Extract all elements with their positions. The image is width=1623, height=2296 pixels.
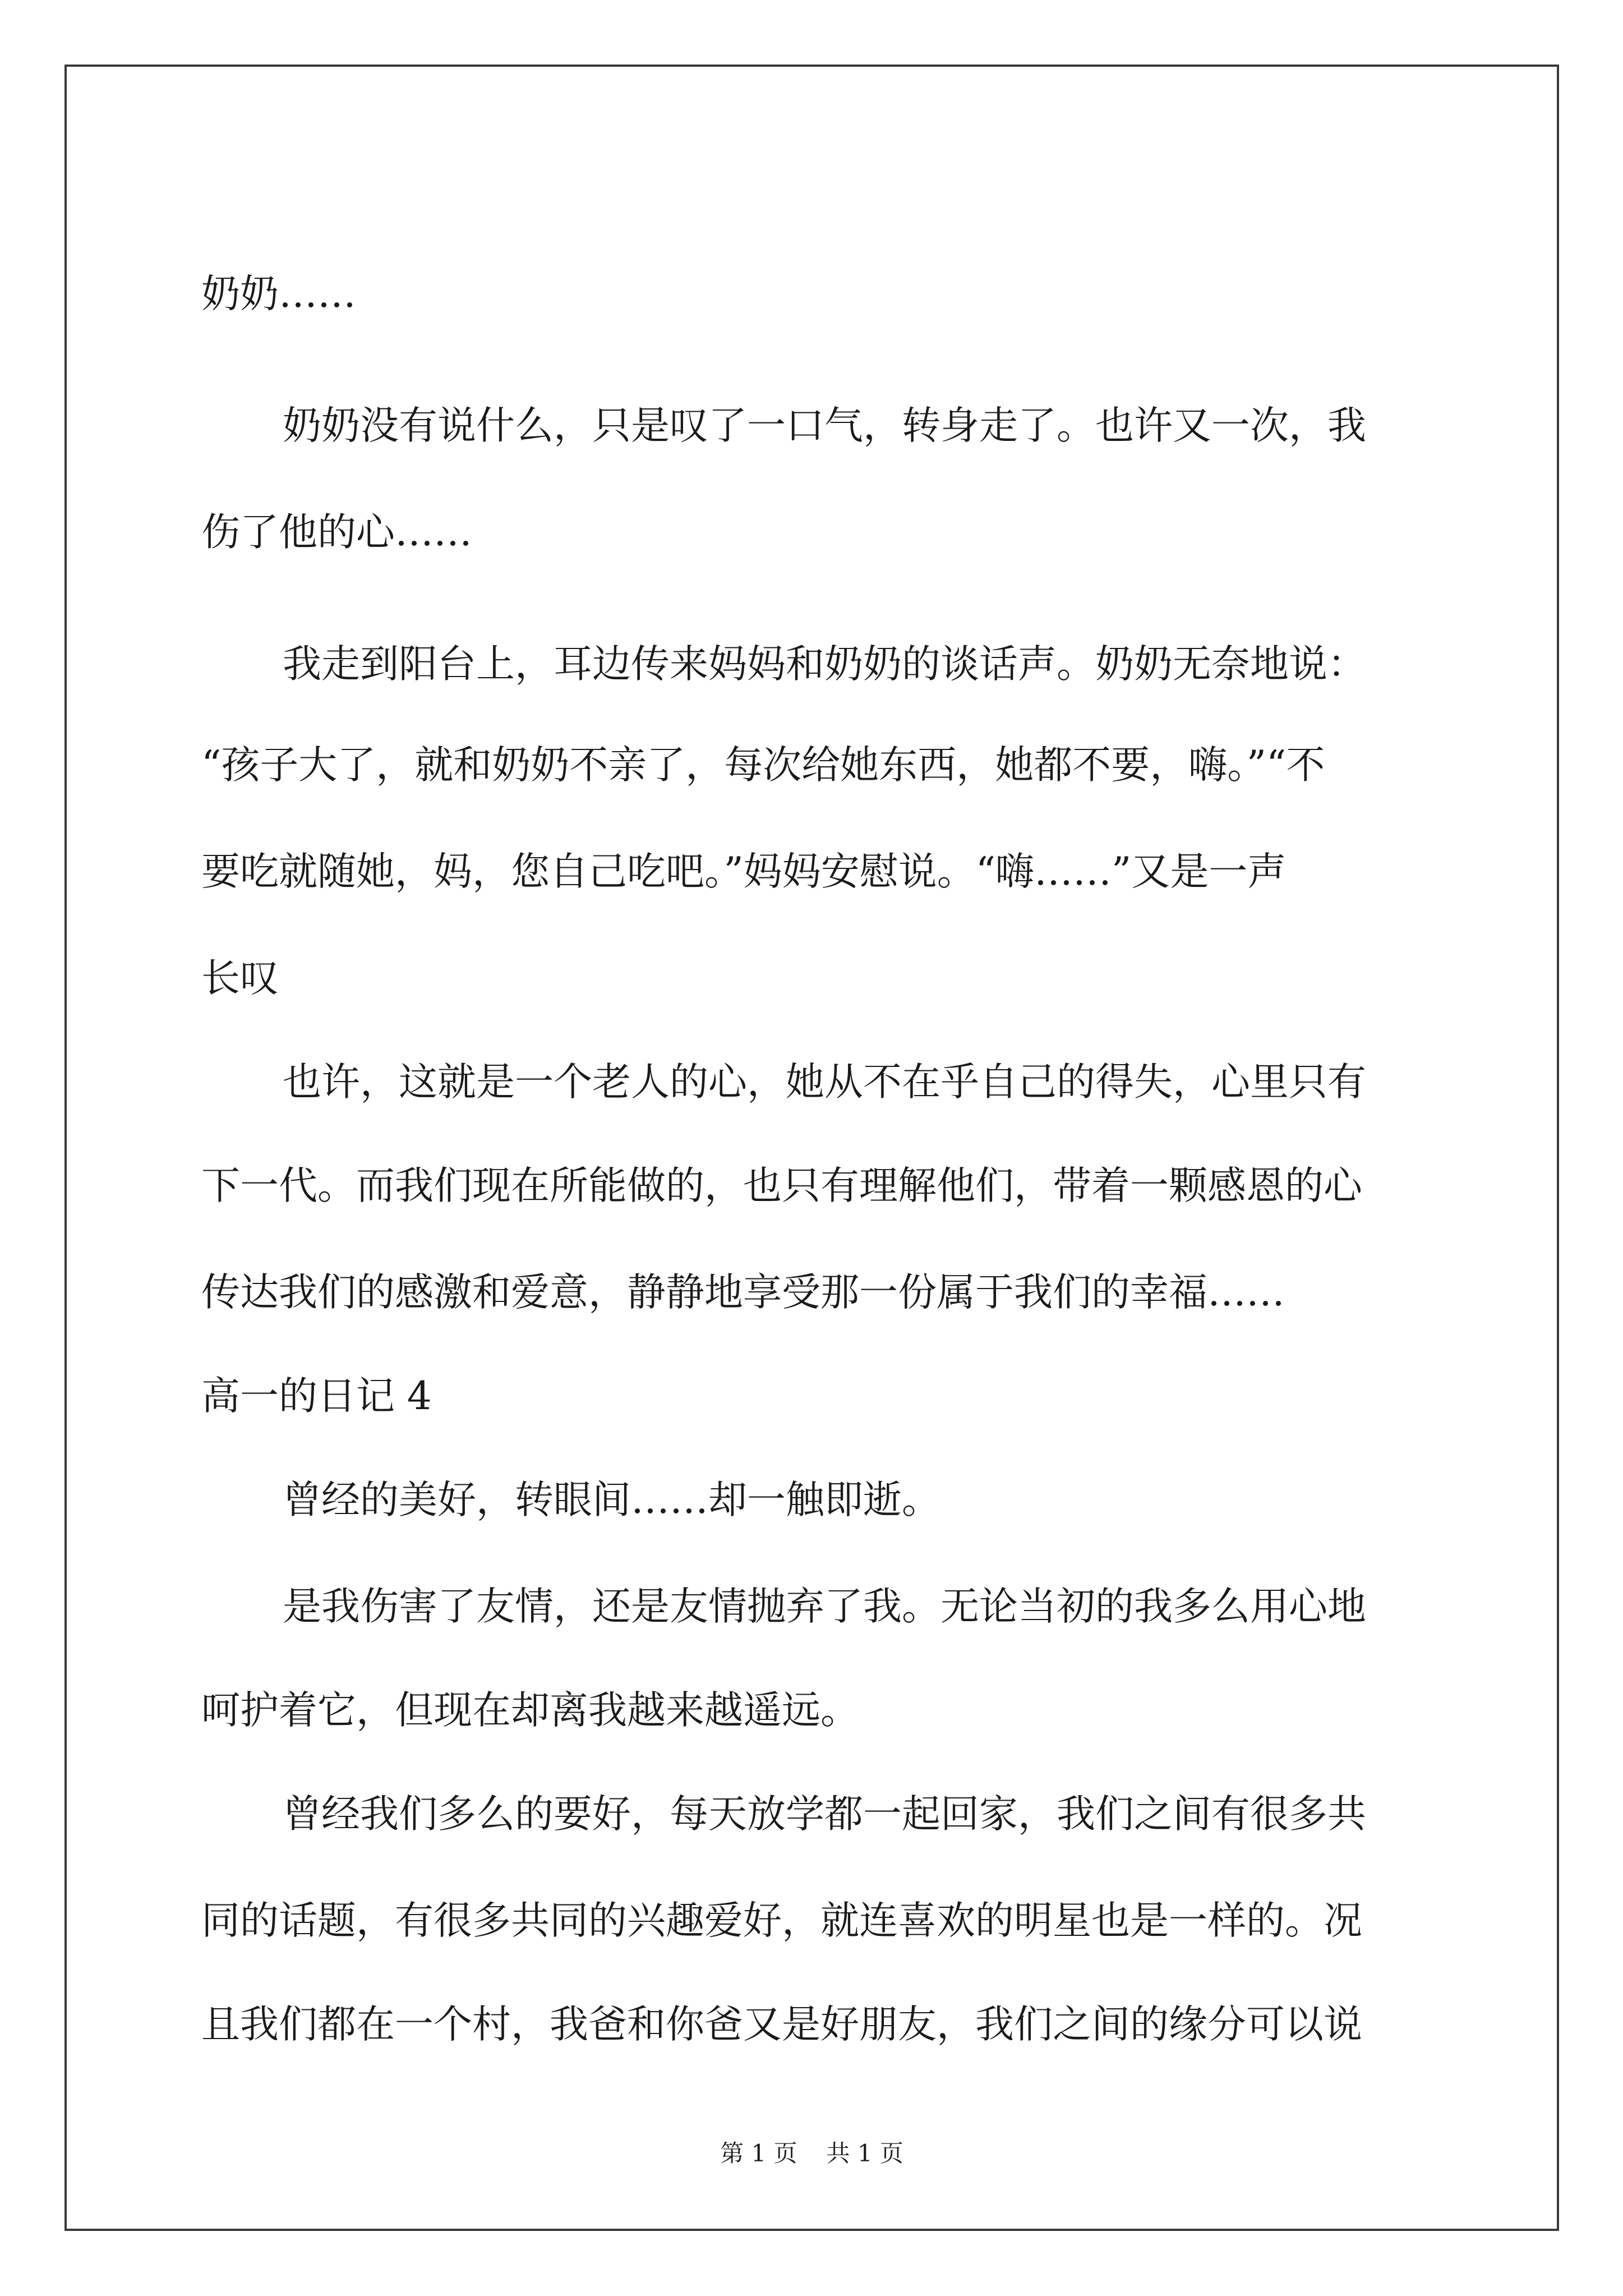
text-line: 下一代。而我们现在所能做的，也只有理解他们，带着一颗感恩的心 bbox=[201, 1163, 1362, 1208]
text-line: 要吃就随她，妈，您自己吃吧。”妈妈安慰说。“嗨……”又是一声 bbox=[201, 849, 1287, 894]
text-line: 同的话题，有很多共同的兴趣爱好，就连喜欢的明星也是一样的。况 bbox=[201, 1898, 1362, 1943]
text-line: “孩子大了，就和奶奶不亲了，每次给她东西，她都不要，嗨。”“不 bbox=[201, 743, 1325, 788]
text-line: 且我们都在一个村，我爸和你爸又是好朋友，我们之间的缘分可以说 bbox=[201, 2002, 1362, 2047]
section-heading: 高一的日记 4 bbox=[201, 1374, 432, 1419]
paragraph-line: 曾经我们多么的要好，每天放学都一起回家，我们之间有很多共 bbox=[283, 1792, 1366, 1837]
text-line: 伤了他的心…… bbox=[201, 510, 472, 555]
paragraph-line: 奶奶没有说什么，只是叹了一口气，转身走了。也许又一次，我 bbox=[283, 403, 1366, 448]
page-number: 第 1 页 bbox=[720, 2139, 797, 2167]
page-total: 共 1 页 bbox=[826, 2139, 903, 2167]
page-footer bbox=[67, 2137, 1557, 2170]
text-line: 传达我们的感激和爱意，静静地享受那一份属于我们的幸福…… bbox=[201, 1270, 1285, 1315]
paragraph-line: 是我伤害了友情，还是友情抛弃了我。无论当初的我多么用心地 bbox=[283, 1584, 1366, 1629]
paragraph-line: 也许，这就是一个老人的心，她从不在乎自己的得失，心里只有 bbox=[283, 1060, 1366, 1105]
paragraph-line: 我走到阳台上，耳边传来妈妈和奶奶的谈话声。奶奶无奈地说： bbox=[283, 642, 1366, 687]
text-line: 奶奶…… bbox=[201, 272, 356, 316]
text-line: 呵护着它，但现在却离我越来越遥远。 bbox=[201, 1688, 859, 1733]
page bbox=[64, 65, 1559, 2231]
paragraph-line: 曾经的美好，转眼间……却一触即逝。 bbox=[283, 1478, 940, 1522]
text-line: 长叹 bbox=[201, 956, 279, 1001]
